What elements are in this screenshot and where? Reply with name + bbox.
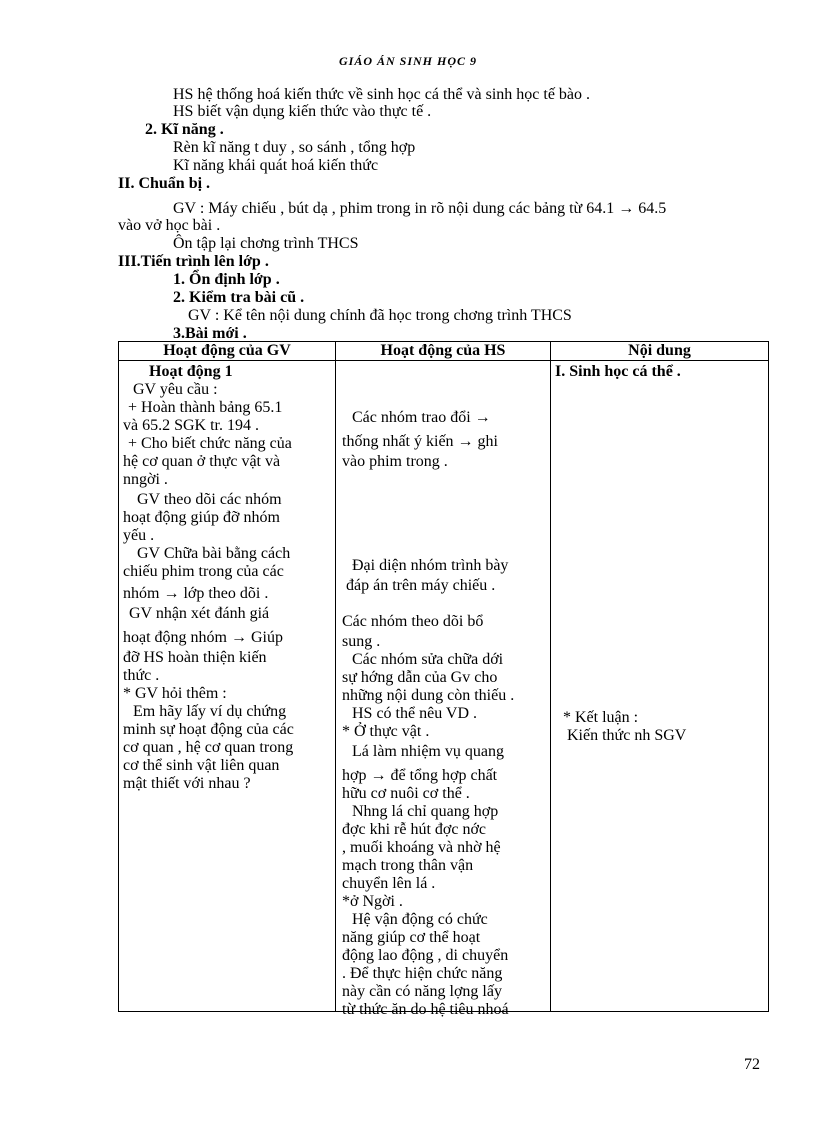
hs-column xyxy=(336,361,551,1018)
prep-line-2: vào vở học bài . xyxy=(118,217,221,234)
hs-line: đợc khi rễ hút đợc nớc xyxy=(342,821,487,838)
gv-line: nhóm → lớp theo dõi . xyxy=(123,585,269,602)
hs-line: *ở Ngời . xyxy=(342,893,403,910)
page-number: 72 xyxy=(744,1056,760,1073)
hs-line: mạch trong thân vận xyxy=(342,857,474,874)
process-step-3: 3.Bài mới . xyxy=(173,325,247,342)
hs-line: Đại diện nhóm trình bày xyxy=(352,557,509,574)
header-nd: Nội dung xyxy=(551,342,769,361)
gv-line: + Hoàn thành bảng 65.1 xyxy=(128,399,283,416)
process-step-2: 2. Kiểm tra bài cũ . xyxy=(173,289,305,306)
gv-line: mật thiết với nhau ? xyxy=(123,775,251,792)
hs-line: những nội dung còn thiếu . xyxy=(342,687,515,704)
process-step-1: 1. Ổn định lớp . xyxy=(173,271,280,288)
hs-line: hữu cơ nuôi cơ thể . xyxy=(342,785,470,802)
hs-line: Các nhóm trao đổi → xyxy=(352,409,491,426)
process-heading: III.Tiến trình lên lớp . xyxy=(118,253,269,270)
hs-line: thống nhất ý kiến → ghi xyxy=(342,433,498,450)
hs-line: * Ở thực vật . xyxy=(342,723,430,740)
intro-line-2: HS biết vận dụng kiến thức vào thực tế . xyxy=(173,103,432,120)
gv-line: hệ cơ quan ở thực vật và xyxy=(123,453,281,470)
gv-line: nngời . xyxy=(123,471,168,488)
gv-line: Em hãy lấy ví dụ chứng xyxy=(133,703,287,720)
hs-line: chuyển lên lá . xyxy=(342,875,436,892)
hs-line: Các nhóm theo dõi bổ xyxy=(342,613,484,630)
hs-line: từ thức ăn do hệ tiêu nhoá xyxy=(342,1001,509,1018)
page-header: GIÁO ÁN SINH HỌC 9 xyxy=(338,54,478,68)
hs-line: Lá làm nhiệm vụ quang xyxy=(352,743,504,760)
gv-line: + Cho biết chức năng của xyxy=(128,435,292,452)
header-gv: Hoạt động của GV xyxy=(119,342,336,361)
gv-line: cơ thể sinh vật liên quan xyxy=(123,757,280,774)
gv-line: GV yêu cầu : xyxy=(133,381,218,398)
hs-line: năng giúp cơ thể hoạt xyxy=(342,929,481,946)
gv-line: hoạt động giúp đỡ nhóm xyxy=(123,509,280,526)
gv-line: minh sự hoạt động của các xyxy=(123,721,294,738)
process-step-2-text: GV : Kể tên nội dung chính đã học trong chơng trình THCS xyxy=(188,307,572,324)
hs-line: sung . xyxy=(342,633,381,650)
gv-line: đỡ HS hoàn thiện kiến xyxy=(123,649,267,666)
skills-line-1: Rèn kĩ năng t duy , so sánh , tổng hợp xyxy=(173,139,416,156)
content-column xyxy=(551,361,769,1012)
conclusion-text: Kiến thức nh SGV xyxy=(567,727,687,744)
gv-line: hoạt động nhóm → Giúp xyxy=(123,629,283,646)
prep-heading: II. Chuẩn bị . xyxy=(118,175,211,192)
hs-line: . Để thực hiện chức năng xyxy=(342,965,503,982)
hs-line: động lao động , di chuyển xyxy=(342,947,509,964)
gv-column xyxy=(119,361,336,1012)
hs-line: , muối khoáng và nhờ hệ xyxy=(342,839,501,856)
hs-line: Các nhóm sửa chữa dới xyxy=(352,651,504,668)
gv-line: cơ quan , hệ cơ quan trong xyxy=(123,739,294,756)
gv-line: GV Chữa bài bằng cách xyxy=(137,545,291,562)
gv-line: GV theo dõi các nhóm xyxy=(137,491,282,508)
conclusion-label: * Kết luận : xyxy=(563,709,639,726)
gv-line: chiếu phim trong của các xyxy=(123,563,284,580)
hs-line: này cần có năng lợng lấy xyxy=(342,983,502,1000)
hs-line: đáp án trên máy chiếu . xyxy=(346,577,496,594)
table-row xyxy=(119,361,769,1012)
gv-line: Hoạt động 1 xyxy=(149,363,233,380)
header-hs: Hoạt động của HS xyxy=(336,342,551,361)
skills-line-2: Kĩ năng khái quát hoá kiến thức xyxy=(173,157,379,174)
intro-line-1: HS hệ thống hoá kiến thức về sinh học cá thể và sinh học tế bào . xyxy=(173,86,591,103)
hs-line: HS có thể nêu VD . xyxy=(352,705,478,722)
hs-line: vào phim trong . xyxy=(342,453,448,470)
skills-heading: 2. Kĩ năng . xyxy=(145,121,224,138)
hs-line: Nhng lá chỉ quang hợp xyxy=(352,803,499,820)
table-header-row xyxy=(119,342,769,361)
hs-line: sự hớng dẫn của Gv cho xyxy=(342,669,498,686)
gv-line: yếu . xyxy=(123,527,155,544)
hs-line: Hệ vận động có chức xyxy=(352,911,488,928)
gv-line: * GV hỏi thêm : xyxy=(123,685,227,702)
gv-line: và 65.2 SGK tr. 194 . xyxy=(123,417,259,434)
gv-line: thức . xyxy=(123,667,160,684)
gv-line: GV nhận xét đánh giá xyxy=(129,605,270,622)
prep-line-1: GV : Máy chiếu , bút dạ , phim trong in rõ nội dung các bảng từ 64.1 → 64.5 xyxy=(173,200,667,217)
hs-line: hợp → để tổng hợp chất xyxy=(342,767,498,784)
lesson-table xyxy=(118,341,769,1018)
section-heading: I. Sinh học cá thể . xyxy=(555,363,681,380)
prep-line-3: Ôn tập lại chơng trình THCS xyxy=(173,235,359,252)
